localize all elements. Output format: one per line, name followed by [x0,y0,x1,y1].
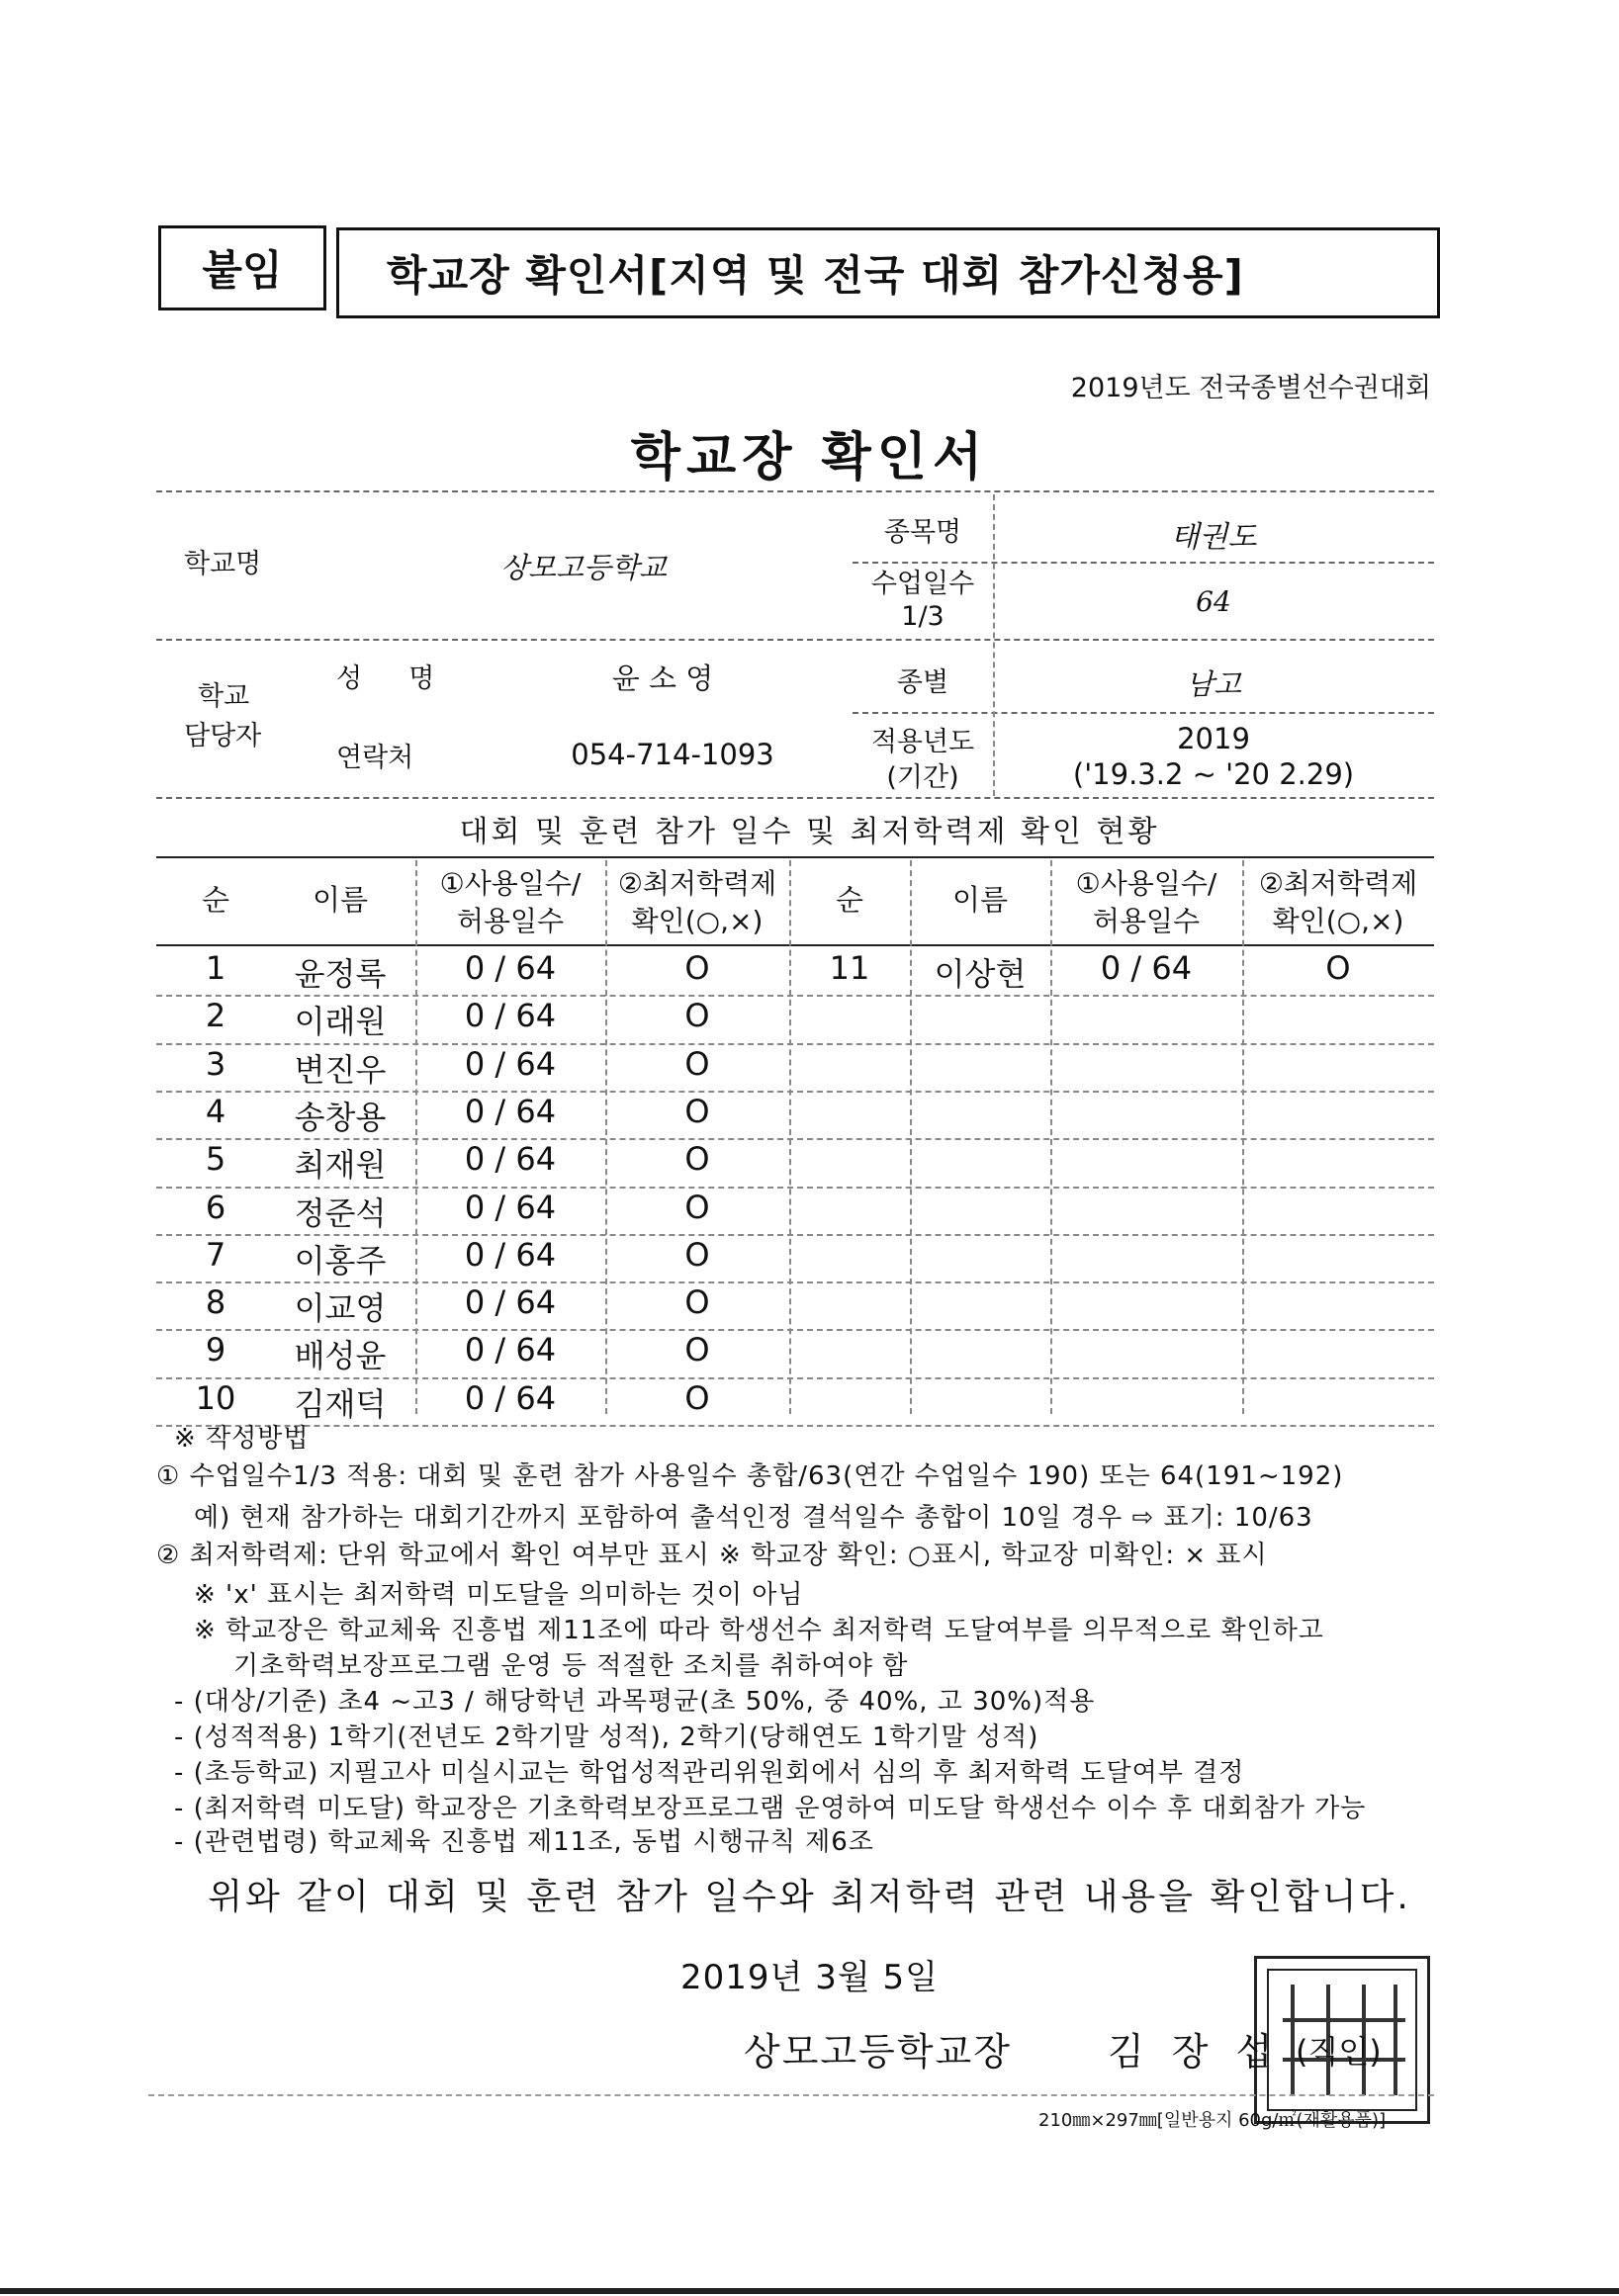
note-line: ※ 학교장은 학교체육 진흥법 제11조에 따라 학생선수 최저학력 도달여부를 의무적으로 확인하고 [194,1616,1324,1645]
note-line: 기초학력보장프로그램 운영 등 적절한 조치를 취하여야 함 [233,1651,909,1681]
row-no: 10 [195,1379,236,1417]
signer-suffix: (직인) [1296,2033,1382,2071]
row-check: O [684,1236,710,1274]
row-name: 이상현 [934,955,1027,993]
row-days: 0 / 64 [464,1045,557,1083]
event-line: 2019년도 전국종별선수권대회 [1070,373,1431,403]
header-check-1-left: ②최저학력제 [617,867,777,900]
manager-label-1: 학교 [198,681,250,712]
row-days: 0 / 64 [464,1189,557,1226]
row-check: O [684,1140,710,1178]
note-line: - (성적적용) 1학기(전년도 2학기말 성적), 2학기(당해연도 1학기말 성적) [174,1722,1039,1752]
row-days: 0 / 64 [464,1283,557,1321]
row-name: 송창용 [294,1099,387,1136]
note-line: ※ 'x' 표시는 최저학력 미도달을 의미하는 것이 아님 [194,1580,804,1610]
date-text: 2019년 3월 5일 [680,1958,939,1997]
header-days-1-left: ①사용일수/ [439,867,582,900]
school-value: 상모고등학교 [499,551,668,584]
school-label: 학교명 [184,549,262,579]
document-title: 학교장 확인서 [630,428,989,487]
note-line: - (대상/기준) 초4 ~고3 / 해당학년 과목평균(초 50%, 중 40%, 고 30%)적용 [174,1687,1096,1717]
year-label-1: 적용년도 [870,727,975,757]
row-no: 6 [205,1189,226,1226]
row-check: O [684,1283,710,1321]
header-days-2-left: 허용일수 [456,905,565,937]
note-line: ※ 작성방법 [174,1424,310,1454]
row-days: 0 / 64 [464,997,557,1034]
category-label: 종별 [896,667,949,698]
header-check-2-left: 확인(○,×) [631,905,764,937]
paper-note: 210㎜×297㎜[일반용지 60g/㎡(재활용품)] [1038,2110,1387,2131]
header-name-right: 이름 [951,883,1009,917]
header-title-box [336,227,1440,318]
contact-value: 054-714-1093 [571,738,774,771]
header-check-2-right: 확인(○,×) [1272,905,1404,937]
days-label-1: 수업일수 [870,569,975,599]
manager-label-2: 담당자 [184,721,262,751]
note-line: 예) 현재 참가하는 대회기간까지 포함하여 출석인정 결석일수 총합이 10일 경우 ⇨ 표기: 10/63 [194,1503,1313,1533]
row-no: 9 [205,1331,226,1369]
row-no: 2 [205,997,226,1034]
days-label-2: 1/3 [901,601,944,632]
header-title: 학교장 확인서[지역 및 전국 대회 참가신청용] [387,251,1244,300]
period-value: ('19.3.2 ~ '20 2.29) [1072,757,1355,791]
contact-label: 연락처 [336,743,414,773]
row-no: 3 [205,1045,226,1083]
status-title: 대회 및 훈련 참가 일수 및 최저학력제 확인 현황 [459,815,1160,849]
note-line: ② 최저학력제: 단위 학교에서 확인 여부만 표시 ※ 학교장 확인: ○표시, 학교장 미확인: × 표시 [156,1541,1268,1570]
year-label-2: (기간) [886,762,959,793]
row-name: 이래원 [294,1003,387,1040]
note-line: ① 수업일수1/3 적용: 대회 및 훈련 참가 사용일수 총합/63(연간 수업일수 190) 또는 64(191~192) [156,1461,1344,1491]
row-no: 5 [205,1140,226,1178]
row-days: 0 / 64 [1100,949,1193,987]
row-name: 윤정록 [294,955,387,993]
row-days: 0 / 64 [464,949,557,987]
days-value: 64 [1196,585,1231,618]
header-name-left: 이름 [312,883,369,917]
row-days: 0 / 64 [464,1379,557,1417]
sport-label: 종목명 [883,517,962,548]
sport-value: 태권도 [1170,520,1257,555]
signer-school: 상모고등학교장 [744,2030,1012,2074]
row-no: 11 [829,949,870,987]
row-days: 0 / 64 [464,1331,557,1369]
row-name: 변진우 [294,1051,387,1089]
note-line: - (관련법령) 학교체육 진흥법 제11조, 동법 시행규칙 제6조 [174,1827,874,1857]
row-check: O [684,1093,710,1130]
confirm-text: 위와 같이 대회 및 훈련 참가 일수와 최저학력 관련 내용을 확인합니다. [208,1877,1411,1917]
row-days: 0 / 64 [464,1236,557,1274]
row-check: O [684,1331,710,1369]
header-no-left: 순 [201,883,229,917]
header-no-right: 순 [835,883,863,917]
row-check: O [684,1379,710,1417]
row-check: O [684,1045,710,1083]
row-no: 8 [205,1283,226,1321]
row-check: O [684,997,710,1034]
name-label: 성 명 [336,663,445,694]
category-value: 남고 [1185,667,1242,701]
row-name: 배성윤 [294,1337,387,1374]
row-name: 정준석 [294,1194,387,1232]
header-days-1-right: ①사용일수/ [1075,867,1217,900]
row-days: 0 / 64 [464,1093,557,1130]
row-name: 이홍주 [294,1242,387,1280]
row-name: 최재원 [294,1146,387,1184]
attach-label: 붙임 [202,246,283,295]
row-no: 1 [205,949,226,987]
year-value: 2019 [1177,722,1250,755]
signer-name: 김 장 섭 [1108,2030,1281,2074]
name-value: 윤 소 영 [611,662,714,695]
note-line: - (최저학력 미도달) 학교장은 기초학력보장프로그램 운영하여 미도달 학생선수 이수 후 대회참가 가능 [174,1794,1367,1823]
row-name: 김재덕 [294,1385,387,1423]
header-check-1-right: ②최저학력제 [1258,867,1418,900]
row-no: 4 [205,1093,226,1130]
row-check: O [1325,949,1351,987]
row-no: 7 [205,1236,226,1274]
row-check: O [684,949,710,987]
header-days-2-right: 허용일수 [1092,905,1201,937]
attach-label-box [158,225,326,310]
note-line: - (초등학교) 지필고사 미실시교는 학업성적관리위원회에서 심의 후 최저학력 도달여부 결정 [174,1758,1245,1788]
row-name: 이교영 [294,1289,387,1327]
row-days: 0 / 64 [464,1140,557,1178]
row-check: O [684,1189,710,1226]
